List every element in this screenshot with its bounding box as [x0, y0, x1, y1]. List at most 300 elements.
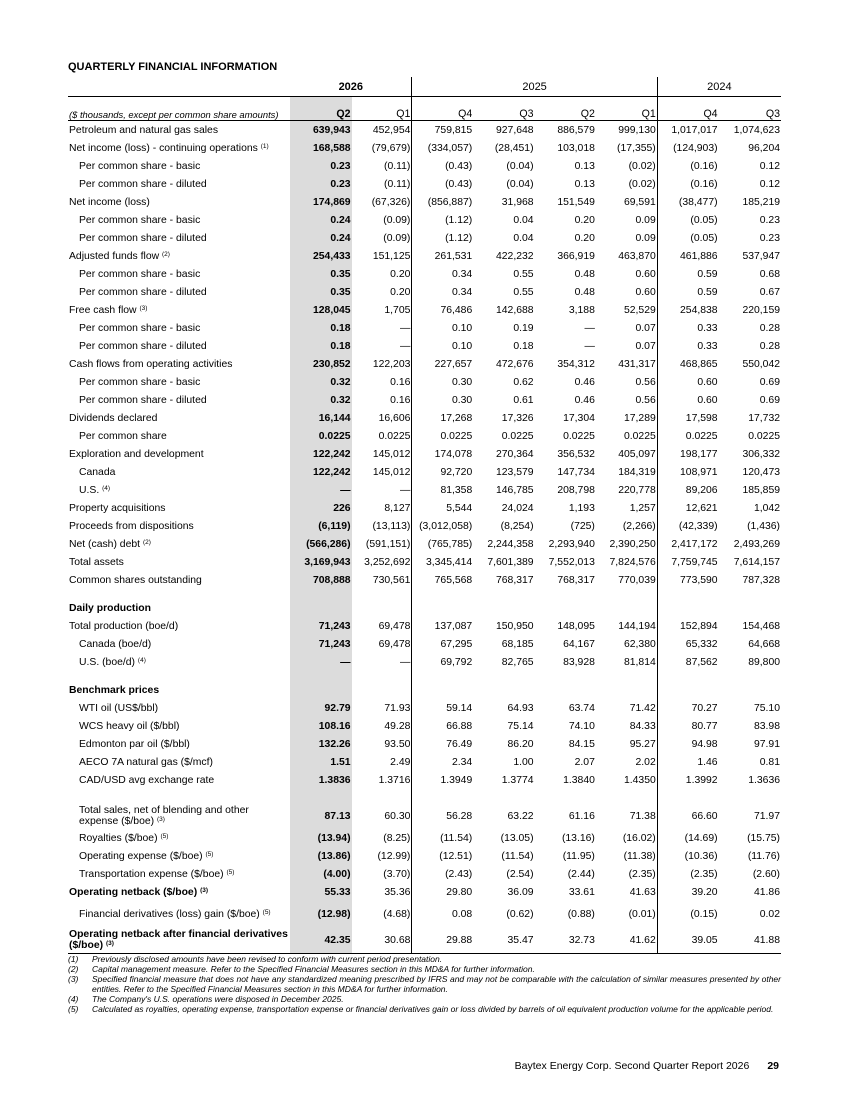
value-cell: [412, 681, 473, 699]
value-cell: 0.81: [759, 756, 780, 768]
value-cell: 0.07: [635, 340, 656, 352]
value-cell: 16,144: [290, 409, 351, 427]
row-label: [68, 883, 290, 901]
value-cell: 1.00: [513, 756, 534, 768]
quarter-header: Q1: [352, 97, 412, 121]
spacer-cell: [290, 589, 351, 599]
value-cell: 71,243: [290, 617, 351, 635]
section-heading-row: [68, 599, 781, 617]
value-cell: (67,326): [371, 196, 411, 208]
value-cell: 84.15: [568, 738, 595, 750]
row-label: [68, 571, 290, 589]
table-body: [68, 121, 781, 954]
row-label: [68, 717, 290, 735]
spacer-cell: [657, 589, 718, 599]
value-cell: (11.95): [562, 850, 595, 862]
value-cell: (725): [570, 520, 595, 532]
value-cell: (15.75): [747, 832, 780, 844]
value-cell: (8.25): [383, 832, 411, 844]
value-cell: (11.76): [747, 850, 780, 862]
row-label: [68, 553, 290, 571]
value-cell: 95.27: [629, 738, 656, 750]
row-label: [68, 211, 290, 229]
value-cell: 67,295: [412, 635, 473, 653]
value-cell: 0.30: [412, 373, 473, 391]
value-cell: 60.30: [384, 810, 411, 822]
value-cell: 64,167: [563, 638, 595, 650]
row-label-text: Edmonton par oil ($/bbl): [79, 738, 190, 750]
footnote-key: (3): [68, 974, 79, 984]
table-row: [68, 717, 781, 735]
value-cell: 773,590: [657, 571, 718, 589]
value-cell: (11.38): [623, 850, 656, 862]
value-cell: [352, 681, 412, 699]
row-label-text: U.S. (boe/d): [79, 656, 136, 668]
value-cell: 185,219: [742, 196, 780, 208]
value-cell: 0.16: [390, 376, 411, 388]
value-cell: 0.35: [290, 283, 351, 301]
footnote-ref: (2): [162, 250, 170, 258]
year-header-row: [68, 77, 781, 97]
table-row: [68, 211, 781, 229]
value-cell: 29.88: [412, 927, 473, 954]
value-cell: 226: [290, 499, 351, 517]
value-cell: 1.3716: [378, 774, 411, 786]
footnote-ref: (4): [137, 656, 146, 664]
table-row: [68, 535, 781, 553]
value-cell: 33.61: [568, 886, 595, 898]
value-cell: 0.13: [574, 160, 595, 172]
value-cell: (566,286): [290, 535, 351, 553]
value-cell: 1,042: [753, 502, 780, 514]
spacer-cell: [352, 671, 412, 681]
row-label: [68, 927, 290, 954]
value-cell: 927,648: [495, 124, 534, 136]
value-cell: (0.62): [506, 908, 534, 920]
value-cell: 93.50: [384, 738, 411, 750]
value-cell: 17,598: [657, 409, 718, 427]
value-cell: 17,304: [563, 412, 595, 424]
table-row: [68, 771, 781, 789]
row-label-text: Total assets: [69, 556, 124, 568]
value-cell: 787,328: [742, 574, 780, 586]
spacer-cell: [352, 589, 412, 599]
value-cell: 0.10: [412, 337, 473, 355]
value-cell: (4.00): [290, 865, 351, 883]
value-cell: 24,024: [501, 502, 534, 514]
value-cell: 1.3949: [412, 771, 473, 789]
value-cell: 89,800: [748, 656, 780, 668]
footnote-ref: (5): [205, 850, 214, 858]
value-cell: 0.69: [759, 394, 780, 406]
value-cell: [596, 681, 657, 699]
value-cell: 71.42: [629, 702, 656, 714]
value-cell: 7,824,576: [609, 556, 656, 568]
value-cell: 7,759,745: [657, 553, 718, 571]
spacer-cell: [352, 789, 412, 803]
value-cell: 0.48: [574, 286, 595, 298]
value-cell: 17,289: [623, 412, 656, 424]
table-row: [68, 499, 781, 517]
table-row: [68, 265, 781, 283]
value-cell: 0.0225: [412, 427, 473, 445]
value-cell: (0.05): [657, 211, 718, 229]
value-cell: 71,243: [290, 635, 351, 653]
value-cell: (8,254): [500, 520, 534, 532]
footnote-ref: (3): [156, 816, 165, 823]
value-cell: 0.20: [574, 232, 595, 244]
footnote: [68, 974, 781, 994]
value-cell: 768,317: [495, 574, 534, 586]
row-label-text: Per common share: [79, 430, 167, 442]
value-cell: 7,601,389: [487, 556, 534, 568]
row-label-text: Operating netback after financial derivatives ($/boe): [69, 929, 288, 951]
row-label-text: CAD/USD avg exchange rate: [79, 774, 215, 786]
row-label-text: Net income (loss): [69, 196, 150, 208]
row-label: [68, 901, 290, 927]
value-cell: 17,732: [748, 412, 780, 424]
value-cell: —: [400, 322, 411, 334]
value-cell: 16,606: [378, 412, 411, 424]
value-cell: 354,312: [557, 358, 595, 370]
value-cell: 2,293,940: [548, 538, 595, 550]
value-cell: (1.12): [412, 229, 473, 247]
spacer-cell: [68, 789, 290, 803]
value-cell: (3,012,058): [412, 517, 473, 535]
value-cell: (0.43): [412, 175, 473, 193]
row-label-text: Exploration and development: [69, 448, 204, 460]
value-cell: 62,380: [623, 638, 656, 650]
row-label: [68, 771, 290, 789]
value-cell: 0.61: [513, 394, 534, 406]
quarter-header-row: [68, 97, 781, 121]
value-cell: 0.10: [412, 319, 473, 337]
table-row: [68, 319, 781, 337]
value-cell: (0.16): [657, 175, 718, 193]
row-label: [68, 481, 290, 499]
value-cell: (0.05): [657, 229, 718, 247]
table-row: [68, 617, 781, 635]
value-cell: 3,188: [568, 304, 595, 316]
value-cell: (2.35): [628, 868, 656, 880]
value-cell: 0.32: [290, 391, 351, 409]
value-cell: 261,531: [412, 247, 473, 265]
spacer-row: [68, 671, 781, 681]
value-cell: (4.68): [383, 908, 411, 920]
value-cell: 146,785: [495, 484, 534, 496]
row-label-text: Property acquisitions: [69, 502, 166, 514]
value-cell: 2.34: [412, 753, 473, 771]
value-cell: 0.09: [635, 232, 656, 244]
value-cell: (1.12): [412, 211, 473, 229]
row-label: [68, 517, 290, 535]
quarter-header: Q4: [412, 97, 473, 121]
value-cell: 42.35: [290, 927, 351, 954]
value-cell: 0.18: [290, 337, 351, 355]
row-label-text: Daily production: [69, 602, 151, 614]
row-label: [68, 753, 290, 771]
value-cell: 730,561: [372, 574, 411, 586]
row-label-text: Total production (boe/d): [69, 620, 179, 632]
value-cell: (2.35): [657, 865, 718, 883]
value-cell: 356,532: [557, 448, 595, 460]
value-cell: 145,012: [372, 466, 411, 478]
value-cell: (79,679): [371, 142, 411, 154]
value-cell: 70.27: [657, 699, 718, 717]
value-cell: 31,968: [501, 196, 534, 208]
value-cell: 8,127: [384, 502, 411, 514]
value-cell: 66.88: [412, 717, 473, 735]
table-row: [68, 175, 781, 193]
footnote-ref: (5): [160, 832, 169, 840]
value-cell: 0.04: [513, 214, 534, 226]
value-cell: 1,705: [384, 304, 411, 316]
table-row: [68, 283, 781, 301]
footnote-ref: (5): [262, 908, 271, 916]
value-cell: 0.23: [759, 214, 780, 226]
value-cell: 147,734: [557, 466, 595, 478]
value-cell: 0.28: [759, 322, 780, 334]
value-cell: (0.11): [384, 160, 411, 172]
value-cell: 422,232: [495, 250, 534, 262]
value-cell: 0.20: [574, 214, 595, 226]
value-cell: 1,074,623: [733, 124, 780, 136]
table-row: [68, 901, 781, 927]
row-label-text: Per common share - basic: [79, 160, 201, 172]
table-row: [68, 355, 781, 373]
value-cell: 0.69: [759, 376, 780, 388]
value-cell: (0.02): [628, 178, 656, 190]
value-cell: 0.60: [657, 391, 718, 409]
value-cell: [473, 681, 534, 699]
value-cell: 0.23: [290, 175, 351, 193]
page-number: 29: [767, 1060, 779, 1072]
table-row: [68, 391, 781, 409]
row-label: [68, 635, 290, 653]
value-cell: [657, 599, 718, 617]
value-cell: (2.43): [412, 865, 473, 883]
value-cell: (0.01): [628, 908, 656, 920]
value-cell: 2.02: [635, 756, 656, 768]
value-cell: 32.73: [535, 927, 596, 954]
row-label-text: WTI oil (US$/bbl): [79, 702, 159, 714]
row-label: [68, 175, 290, 193]
value-cell: (765,785): [412, 535, 473, 553]
footnote-ref: (1): [260, 142, 269, 150]
value-cell: 150,950: [495, 620, 534, 632]
value-cell: 2,244,358: [487, 538, 534, 550]
page-footer: [515, 1060, 779, 1072]
value-cell: 550,042: [742, 358, 780, 370]
year-2025-header: 2025: [412, 77, 657, 97]
value-cell: 92.79: [290, 699, 351, 717]
value-cell: 0.0225: [657, 427, 718, 445]
value-cell: 220,159: [742, 304, 780, 316]
value-cell: 452,954: [372, 124, 411, 136]
row-label: [68, 617, 290, 635]
value-cell: 2,390,250: [609, 538, 656, 550]
value-cell: 0.60: [657, 373, 718, 391]
spacer-cell: [68, 671, 290, 681]
value-cell: 0.59: [657, 265, 718, 283]
table-row: [68, 481, 781, 499]
row-label: [68, 599, 290, 617]
row-label: [68, 391, 290, 409]
spacer-cell: [535, 589, 596, 599]
row-label: [68, 247, 290, 265]
value-cell: 1.3774: [501, 774, 534, 786]
quarter-header: Q3: [719, 97, 781, 121]
row-label: [68, 121, 290, 140]
value-cell: 12,621: [657, 499, 718, 517]
value-cell: 0.23: [759, 232, 780, 244]
table-row: [68, 157, 781, 175]
row-label: [68, 803, 290, 829]
value-cell: 142,688: [495, 304, 534, 316]
value-cell: 468,865: [657, 355, 718, 373]
row-label: [68, 265, 290, 283]
footnote-key: (5): [68, 1004, 79, 1014]
value-cell: 0.20: [390, 286, 411, 298]
value-cell: 154,468: [742, 620, 780, 632]
footnote-text: Specified financial measure that does not have any standardized meaning prescribed by IFRS and may not be comparable with the calculation of similar measures presented by other entities. Refer to the Specified Financial Measures section in this MD&A for further information.: [92, 974, 781, 994]
value-cell: 87.13: [290, 803, 351, 829]
value-cell: 86.20: [507, 738, 534, 750]
value-cell: 41.63: [629, 886, 656, 898]
table-row: [68, 139, 781, 157]
row-label: [68, 229, 290, 247]
row-label-text: Adjusted funds flow: [69, 250, 160, 262]
value-cell: 254,838: [657, 301, 718, 319]
row-label: [68, 463, 290, 481]
table-row: [68, 735, 781, 753]
value-cell: 145,012: [372, 448, 411, 460]
spacer-cell: [535, 671, 596, 681]
value-cell: 83,928: [563, 656, 595, 668]
value-cell: 770,039: [618, 574, 656, 586]
value-cell: (12.99): [377, 850, 411, 862]
value-cell: 39.05: [657, 927, 718, 954]
row-label-text: Common shares outstanding: [69, 574, 202, 586]
value-cell: 30.68: [352, 927, 412, 954]
value-cell: 0.62: [513, 376, 534, 388]
footnote-text: Previously disclosed amounts have been revised to conform with current period presentation.: [92, 954, 443, 964]
value-cell: 2.49: [390, 756, 411, 768]
value-cell: 132.26: [290, 735, 351, 753]
value-cell: 0.33: [657, 337, 718, 355]
value-cell: 103,018: [557, 142, 595, 154]
value-cell: 174,078: [412, 445, 473, 463]
row-label-text: Net income (loss) - continuing operations: [69, 142, 258, 154]
value-cell: 708,888: [290, 571, 351, 589]
value-cell: (591,151): [365, 538, 411, 550]
spacer-cell: [719, 589, 781, 599]
spacer-cell: [412, 589, 473, 599]
value-cell: 148,095: [557, 620, 595, 632]
value-cell: 128,045: [290, 301, 351, 319]
value-cell: (13.16): [561, 832, 595, 844]
value-cell: 999,130: [618, 124, 656, 136]
value-cell: 537,947: [742, 250, 780, 262]
value-cell: 108,971: [657, 463, 718, 481]
row-label-text: Canada: [79, 466, 116, 478]
value-cell: [412, 599, 473, 617]
value-cell: 35.47: [473, 927, 534, 954]
row-label-text: Net (cash) debt: [69, 538, 141, 550]
year-2026-header: 2026: [290, 77, 412, 97]
value-cell: (6,119): [290, 517, 351, 535]
value-cell: 92,720: [412, 463, 473, 481]
value-cell: 0.0225: [623, 430, 656, 442]
row-label-text: Per common share - basic: [79, 376, 201, 388]
table-row: [68, 803, 781, 829]
spacer-cell: [412, 671, 473, 681]
value-cell: 2,493,269: [733, 538, 780, 550]
value-cell: [290, 681, 351, 699]
value-cell: (28,451): [494, 142, 534, 154]
footnote-ref: (5): [226, 868, 235, 876]
value-cell: 82,765: [501, 656, 534, 668]
value-cell: 759,815: [412, 121, 473, 140]
value-cell: 366,919: [557, 250, 595, 262]
value-cell: (2.44): [567, 868, 595, 880]
value-cell: 0.12: [759, 160, 780, 172]
value-cell: (10.36): [657, 847, 718, 865]
value-cell: 69,792: [412, 653, 473, 671]
value-cell: 174,869: [290, 193, 351, 211]
value-cell: 220,778: [618, 484, 656, 496]
section-heading-row: [68, 681, 781, 699]
footnote-ref: (3): [200, 886, 209, 894]
value-cell: 0.04: [513, 232, 534, 244]
value-cell: 227,657: [412, 355, 473, 373]
value-cell: 49.28: [384, 720, 411, 732]
table-row: [68, 699, 781, 717]
value-cell: (12.98): [290, 901, 351, 927]
footnote-text: The Company's U.S. operations were disposed in December 2025.: [92, 994, 344, 1004]
row-label-text: Per common share - diluted: [79, 286, 207, 298]
footnote-text: Calculated as royalties, operating expense, transportation expense or financial derivatives gain or loss divided by barrels of oil equivalent production volume for the applicable period.: [92, 1004, 774, 1014]
value-cell: 0.32: [290, 373, 351, 391]
value-cell: (0.16): [657, 157, 718, 175]
value-cell: 0.55: [513, 286, 534, 298]
value-cell: 52,529: [623, 304, 656, 316]
spacer-cell: [68, 589, 290, 599]
value-cell: (0.04): [506, 178, 534, 190]
value-cell: 41.88: [719, 927, 781, 954]
value-cell: 0.08: [412, 901, 473, 927]
table-row: [68, 847, 781, 865]
value-cell: 63.74: [568, 702, 595, 714]
value-cell: (0.04): [506, 160, 534, 172]
value-cell: 1.51: [290, 753, 351, 771]
value-cell: 0.28: [759, 340, 780, 352]
spacer-cell: [719, 789, 781, 803]
row-label: [68, 193, 290, 211]
spacer-cell: [473, 589, 534, 599]
value-cell: (0.02): [628, 160, 656, 172]
value-cell: 0.60: [635, 268, 656, 280]
row-label: [68, 373, 290, 391]
value-cell: (11.54): [412, 829, 473, 847]
value-cell: —: [400, 656, 411, 668]
table-row: [68, 829, 781, 847]
value-cell: 120,473: [742, 466, 780, 478]
footnote-key: (4): [68, 994, 79, 1004]
value-cell: 0.34: [412, 283, 473, 301]
value-cell: 0.30: [412, 391, 473, 409]
row-label-text: Per common share - diluted: [79, 178, 207, 190]
